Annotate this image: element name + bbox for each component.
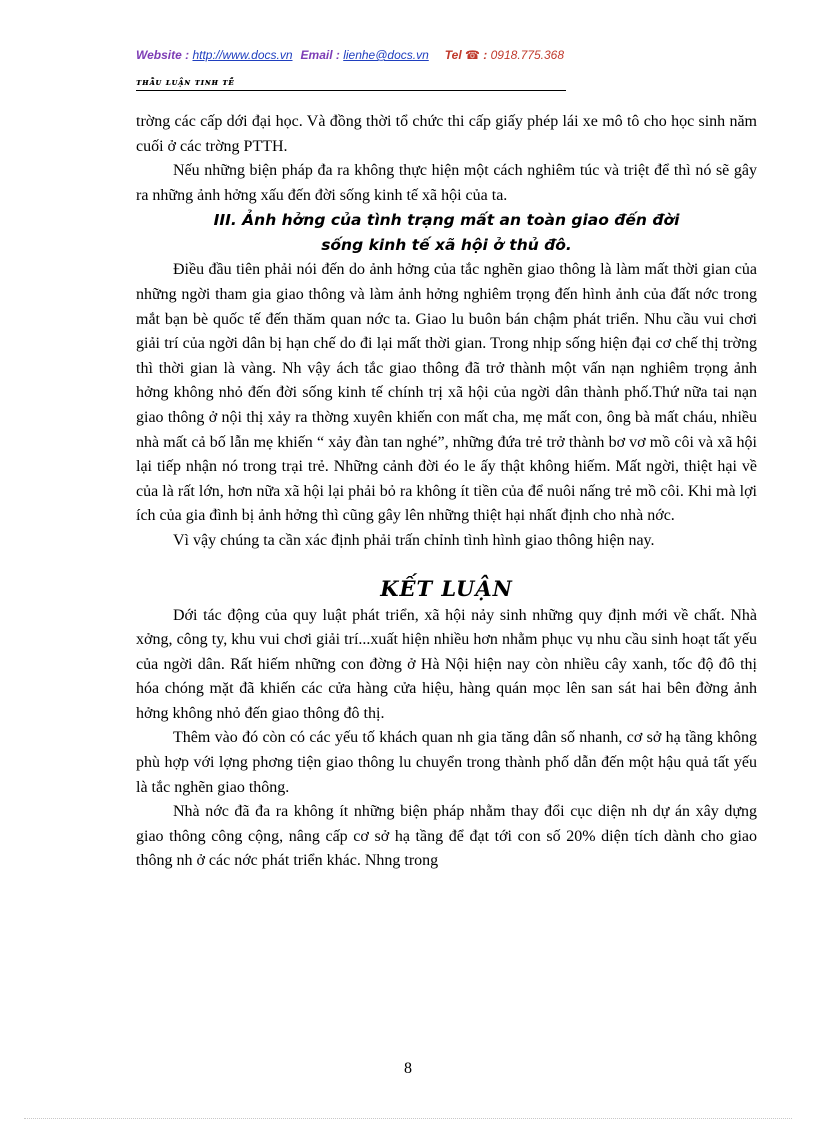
website-link[interactable]: http://www.docs.vn [192,48,293,62]
tel-value: 0918.775.368 [490,48,565,62]
section-heading-line-2: sống kinh tế xã hội ở thủ đô. [321,236,572,255]
paragraph: Vì vậy chúng ta cần xác định phải trấn chỉnh tình hình giao thông hiện nay. [173,531,655,549]
paragraph: Dới tác động của quy luật phát triển, xã hội nảy sinh những quy định mới về chất. Nhà xởng, công ty, khu vui chơi giải trí...xuất hiện nhiều hơn nhằm phục vụ nhu cầu sinh hoạt tất yếu của ngời dân. Rất hiếm những con đờng ở Hà Nội hiện nay còn nhiều cây xanh, tốc độ đô thị hóa chóng mặt đã khiến các cửa hàng cửa hiệu, hàng quán mọc lên san sát hai bên đờng ảnh hởng không nhỏ đến giao thông đô thị. [136,606,757,722]
paragraph: Nhà nớc đã đa ra không ít những biện pháp nhằm thay đổi cục diện nh dự án xây dựng giao thông công cộng, nâng cấp cơ sở hạ tầng để đạt tới con số 20% diện tích dành cho giao thông nh ở các nớc phát triển khác. Nhng trong [136,803,757,870]
subheader-rule [136,76,566,91]
paragraph: Điều đầu tiên phải nói đến do ảnh hởng của tắc nghẽn giao thông là làm mất thời gian của những ngời tham gia giao thông và làm ảnh hởng nghiêm trọng đến hình ảnh của đất nớc trong mắt bạn bè quốc tế đến thăm quan nớc ta. Giao lu buôn bán chậm phát triển. Nhu cầu vui chơi giải trí của ngời dân bị hạn chế do đi lại mất thời gian. Trong nhịp sống hiện đại cơ chế thị trờng thì thời gian là vàng. Nh vậy ách tắc giao thông đã trở thành một vấn nạn nghiêm trọng ảnh hởng không nhỏ đến đời sống kinh tế chính trị xã hội của ngời dân thành phố.Thứ nữa tai nạn giao thông ở nội thị xảy ra thờng xuyên khiến con mất cha, mẹ mất con, ông bà mất cháu, nhiều nhà mất cả bố lẫn mẹ khiến “ xảy đàn tan nghé”, những đứa trẻ trở thành bơ vơ mồ côi và xã hội lại tiếp nhận nó trong trại trẻ. Những cảnh đời éo le ấy thật không hiếm. Mất ngời, thiệt hại về của là rất lớn, hơn nữa xã hội lại phải bỏ ra không ít tiền của để nuôi nấng trẻ mồ côi. Khi mà lợi ích của gia đình bị ảnh hởng thì cũng gây lên những thiệt hại nhất định cho nhà nớc. [136,261,757,525]
email-link[interactable]: lienhe@docs.vn [343,48,429,62]
page-header [136,48,756,62]
subheader-text: ᴛʜᴀ̂̀ᴜ ʟᴜᴀ̣̂ɴ ᴛɪɴʜ ᴛᴇ̂́ [136,78,235,88]
conclusion-title: KẾT LUẬN [380,575,513,601]
section-heading-line-1: III. Ảnh hởng của tình trạng mất an toàn giao đến đời [213,211,680,230]
page-bottom-divider [24,1118,792,1119]
paragraph: trờng các cấp dới đại học. Và đồng thời tổ chức thi cấp giấy phép lái xe mô tô cho học sinh năm cuối ở các trờng PTTH. [136,113,757,155]
paragraph: Thêm vào đó còn có các yếu tố khách quan nh gia tăng dân số nhanh, cơ sở hạ tầng không phù hợp với lợng phơng tiện giao thông lu chuyển trong thành phố dẫn đến một hậu quả tất yếu là tắc nghẽn giao thông. [136,729,757,796]
page-number: 8 [404,1060,412,1077]
tel-label: Tel ☎ : [444,48,491,62]
document-body [136,110,757,874]
website-label: Website : [136,48,193,62]
email-label: Email : [300,48,344,62]
paragraph: Nếu những biện pháp đa ra không thực hiện một cách nghiêm túc và triệt để thì nó sẽ gây ra những ảnh hởng xấu đến đời sống kinh tế xã hội của ta. [136,162,757,204]
